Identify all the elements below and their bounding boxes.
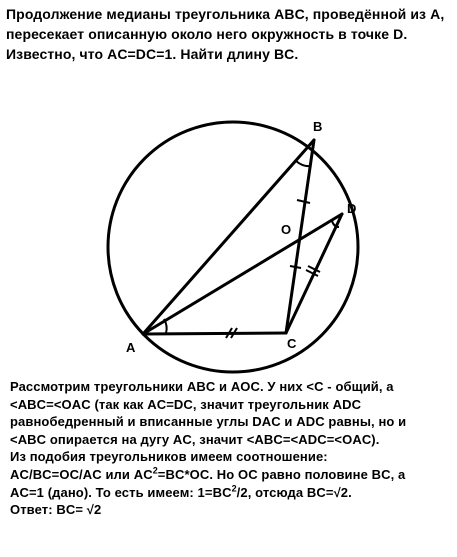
solution-line-3: равнобедренный и вписанные углы DAC и ADC равны, но и <box>10 414 407 430</box>
point-label-o: O <box>281 222 292 237</box>
solution-line-4: <ABC опирается на дугу AC, значит <ABC=<ADC=<OAC). <box>10 431 380 447</box>
problem-line-1: Продолжение медианы треугольника ABC, проведённой из A, <box>6 6 445 22</box>
segment-ac <box>143 333 286 334</box>
solution-text <box>10 378 454 519</box>
solution-line-1: Рассмотрим треугольники ABC и AOC. У них <C - общий, а <box>10 379 394 394</box>
point-label-d: D <box>347 201 357 216</box>
answer-line: Ответ: BC= √2 <box>10 502 102 518</box>
segment-ab <box>143 140 314 334</box>
solution-line-7: AC=1 (дано). То есть имеем: $1=BC^2/2$, отсюда BC=√2. <box>10 483 352 500</box>
tick-oc <box>290 266 301 268</box>
angle-mark-b <box>296 161 311 166</box>
problem-line-2: пересекает описанную около него окружность в точке D. <box>6 26 408 42</box>
point-label-b: B <box>313 119 323 134</box>
problem-line-3: Известно, что AC=DC=1. Найти длину BC. <box>6 46 299 62</box>
solution-line-6: AC/BC=OC/AC или $AC^2=BC*OC$. Но OC равно половине BC, а <box>10 465 406 482</box>
solution-line-5: Из подобия треугольников имеем соотношение: <box>10 449 328 465</box>
point-label-c: C <box>287 336 297 351</box>
point-label-a: A <box>126 340 136 355</box>
solution-line-2: <ABC=<OAC (так как AC=DC, значит треугольник ADC <box>10 396 362 412</box>
